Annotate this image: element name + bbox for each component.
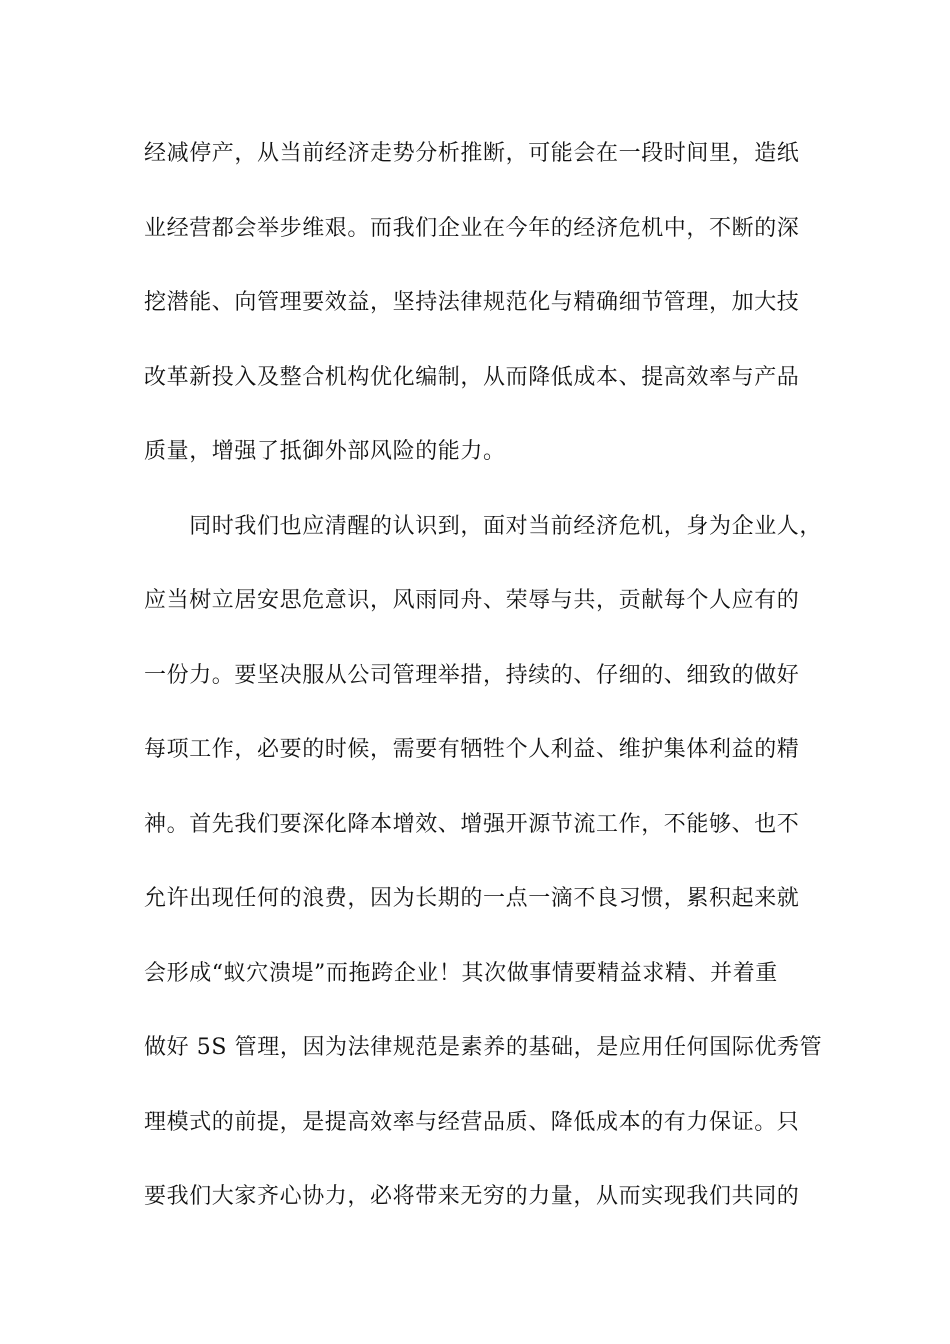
text-line-7: 应当树立居安思危意识，风雨同舟、荣辱与共，贡献每个人应有的 <box>144 588 800 613</box>
text-line-15: 要我们大家齐心协力，必将带来无穷的力量，从而实现我们共同的 <box>144 1184 800 1209</box>
text-line-8: 一份力。要坚决服从公司管理举措，持续的、仔细的、细致的做好 <box>144 662 800 688</box>
text-line-5: 质量，增强了抵御外部风险的能力。 <box>144 439 506 464</box>
text-line-9: 每项工作，必要的时候，需要有牺牲个人利益、维护集体利益的精 <box>144 737 800 762</box>
text-line-3: 挖潜能、向管理要效益，坚持法律规范化与精确细节管理，加大技 <box>144 290 800 315</box>
text-line-2: 业经营都会举步维艰。而我们企业在今年的经济危机中，不断的深 <box>144 215 800 241</box>
text-line-10: 神。首先我们要深化降本增效、增强开源节流工作，不能够、也不 <box>144 811 800 837</box>
text-line-13: 做好 5S 管理，因为法律规范是素养的基础，是应用任何国际优秀管 <box>144 1035 823 1060</box>
text-line-4: 改革新投入及整合机构优化编制，从而降低成本、提高效率与产品 <box>144 364 800 390</box>
text-line-12: 会形成“蚁穴溃堤”而拖跨企业！其次做事情要精益求精、并着重 <box>144 960 778 986</box>
text-line-14: 理模式的前提，是提高效率与经营品质、降低成本的有力保证。只 <box>144 1109 800 1135</box>
text-line-6: 同时我们也应清醒的认识到，面对当前经济危机，身为企业人， <box>144 513 823 539</box>
text-line-11: 允许出现任何的浪费，因为长期的一点一滴不良习惯，累积起来就 <box>144 886 800 911</box>
text-line-1: 经减停产，从当前经济走势分析推断，可能会在一段时间里，造纸 <box>144 141 800 166</box>
document-body <box>144 132 824 1250</box>
